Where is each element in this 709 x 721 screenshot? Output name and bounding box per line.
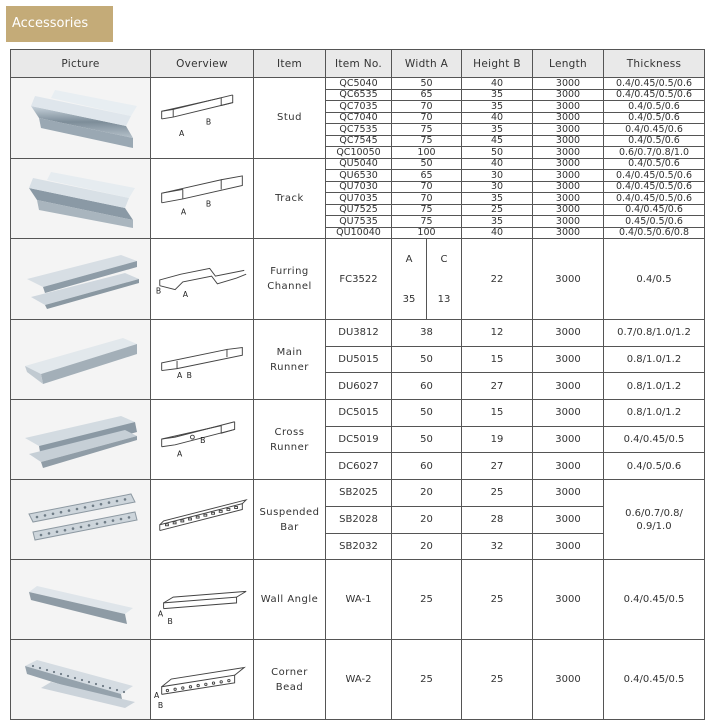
thickness-line: 0.6/0.7/0.8/: [625, 507, 683, 519]
length: 3000: [533, 346, 604, 373]
item-no: QC7035: [326, 101, 392, 113]
thickness: 0.4/0.45/0.6: [604, 124, 705, 136]
item-name: [254, 400, 326, 480]
item-label: Runner: [270, 441, 309, 453]
thickness: 0.7/0.8/1.0/1.2: [604, 320, 705, 347]
length: 3000: [533, 181, 604, 193]
length: 3000: [533, 480, 604, 507]
header-picture: Picture: [11, 50, 151, 78]
item-label: Corner: [271, 666, 308, 678]
width-a: 100: [392, 227, 462, 239]
height-b: 25: [462, 640, 533, 720]
item-name: [254, 480, 326, 560]
width-a: 50: [392, 158, 462, 170]
width-a: 38: [392, 320, 462, 347]
width-a: 65: [392, 170, 462, 182]
length: 3000: [533, 89, 604, 101]
length: 3000: [533, 426, 604, 453]
thickness: 0.4/0.45/0.5/0.6: [604, 170, 705, 182]
thickness: 0.4/0.5/0.6/0.8: [604, 227, 705, 239]
width-a: 50: [392, 426, 462, 453]
thickness: 0.4/0.5/0.6: [604, 158, 705, 170]
item-no: QU6530: [326, 170, 392, 182]
main-overview-diagram: [151, 320, 254, 400]
width-a: 50: [392, 78, 462, 90]
item-no: QC7535: [326, 124, 392, 136]
item-no: DU6027: [326, 373, 392, 400]
item-name: [254, 560, 326, 640]
height-b: 45: [462, 135, 533, 147]
cross-runner-photo: [11, 400, 151, 480]
width-a: 65: [392, 89, 462, 101]
susp-overview-diagram: [151, 480, 254, 560]
length: 3000: [533, 216, 604, 228]
track-overview-diagram: [151, 158, 254, 239]
item-no: QU7030: [326, 181, 392, 193]
item-no: DU3812: [326, 320, 392, 347]
item-label: Runner: [270, 361, 309, 373]
item-label: Bar: [280, 521, 299, 533]
svg-text:A: A: [182, 290, 189, 300]
item-label: Furring: [270, 266, 309, 277]
height-b: 35: [462, 216, 533, 228]
item-no: QC7040: [326, 112, 392, 124]
table-row: [11, 560, 705, 640]
svg-text:B: B: [157, 700, 164, 710]
track-photo: [11, 158, 151, 239]
svg-text:B: B: [167, 616, 173, 626]
item-no: QC5040: [326, 78, 392, 90]
table-row: [11, 158, 705, 170]
height-b: 40: [462, 227, 533, 239]
item-label: Channel: [267, 281, 312, 292]
width-a: 75: [392, 135, 462, 147]
header-overview: Overview: [151, 50, 254, 78]
header-thickness: Thickness: [604, 50, 705, 78]
item-name: [254, 640, 326, 720]
thickness: 0.4/0.5: [604, 239, 705, 320]
height-b: 25: [462, 204, 533, 216]
svg-text:A: A: [154, 690, 160, 700]
width-a: 75: [392, 204, 462, 216]
svg-text:A: A: [177, 448, 183, 458]
thickness: 0.4/0.45/0.5/0.6: [604, 89, 705, 101]
width-a: 50: [392, 400, 462, 427]
length: 3000: [533, 204, 604, 216]
item-name: [254, 158, 326, 239]
wall-overview-diagram: [151, 560, 254, 640]
length: 3000: [533, 560, 604, 640]
header-height: Height B: [462, 50, 533, 78]
thickness: 0.4/0.45/0.5: [604, 426, 705, 453]
height-b: 15: [462, 346, 533, 373]
suspended-bar-photo: [11, 480, 151, 560]
height-b: 22: [462, 239, 533, 320]
header-row: [11, 50, 705, 78]
fc-c-label: C: [440, 253, 448, 265]
width-a: 100: [392, 147, 462, 159]
item-label: Bead: [275, 681, 304, 693]
length: 3000: [533, 135, 604, 147]
length: 3000: [533, 124, 604, 136]
table-row: [11, 78, 705, 90]
thickness: 0.4/0.45/0.5/0.6: [604, 181, 705, 193]
width-a: 70: [392, 112, 462, 124]
fc-a-value: 35: [392, 279, 427, 319]
item-no: DU5015: [326, 346, 392, 373]
length: 3000: [533, 506, 604, 533]
fc-c-value: 13: [437, 293, 451, 305]
item-no: QU7035: [326, 193, 392, 205]
height-b: 50: [462, 147, 533, 159]
svg-text:B: B: [205, 117, 212, 127]
thickness: [604, 480, 705, 560]
thickness: 0.4/0.5/0.6: [604, 112, 705, 124]
height-b: 40: [462, 112, 533, 124]
height-b: 25: [462, 480, 533, 507]
corner-bead-photo: [11, 640, 151, 720]
width-a: 75: [392, 124, 462, 136]
item-no: QU7525: [326, 204, 392, 216]
item-no: QU10040: [326, 227, 392, 239]
length: 3000: [533, 239, 604, 320]
thickness: 0.6/0.7/0.8/1.0: [604, 147, 705, 159]
svg-text:A: A: [178, 128, 185, 138]
item-no: DC5015: [326, 400, 392, 427]
width-a: 20: [392, 533, 462, 560]
item-label: Wall Angle: [260, 594, 319, 606]
item-label: Main: [276, 346, 303, 358]
length: 3000: [533, 320, 604, 347]
item-no: QC10050: [326, 147, 392, 159]
wall-angle-photo: [11, 560, 151, 640]
svg-text:A: A: [157, 609, 164, 619]
width-a-c: [392, 239, 462, 320]
thickness: 0.4/0.5/0.6: [604, 101, 705, 113]
svg-text:B: B: [205, 199, 212, 209]
header-width: Width A: [392, 50, 462, 78]
width-a: 70: [392, 193, 462, 205]
width-a: 60: [392, 373, 462, 400]
length: 3000: [533, 78, 604, 90]
length: 3000: [533, 533, 604, 560]
table-row: [11, 480, 705, 507]
item-no: QC7545: [326, 135, 392, 147]
stud-photo: [11, 78, 151, 159]
width-a: 70: [392, 101, 462, 113]
item-no: WA-1: [326, 560, 392, 640]
header-length: Length: [533, 50, 604, 78]
width-a: 20: [392, 480, 462, 507]
height-b: 35: [462, 124, 533, 136]
width-a: 20: [392, 506, 462, 533]
height-b: 28: [462, 506, 533, 533]
thickness: 0.4/0.5/0.6: [604, 135, 705, 147]
item-name: [254, 239, 326, 320]
svg-text:A: A: [177, 370, 183, 380]
corner-overview-diagram: [151, 640, 254, 720]
thickness: 0.8/1.0/1.2: [604, 373, 705, 400]
thickness: 0.45/0.5/0.6: [604, 216, 705, 228]
length: 3000: [533, 453, 604, 480]
item-no: SB2025: [326, 480, 392, 507]
cross-overview-diagram: [151, 400, 254, 480]
thickness: 0.4/0.5/0.6: [604, 453, 705, 480]
length: 3000: [533, 158, 604, 170]
height-b: 25: [462, 560, 533, 640]
fc-a-label: A: [392, 239, 427, 279]
length: 3000: [533, 640, 604, 720]
thickness: 0.8/1.0/1.2: [604, 400, 705, 427]
item-no: SB2028: [326, 506, 392, 533]
svg-text:A: A: [180, 207, 187, 217]
length: 3000: [533, 170, 604, 182]
item-no: QC6535: [326, 89, 392, 101]
height-b: 32: [462, 533, 533, 560]
height-b: 30: [462, 170, 533, 182]
item-label: Stud: [277, 112, 302, 124]
thickness: 0.4/0.45/0.6: [604, 204, 705, 216]
thickness-line: 0.9/1.0: [636, 520, 672, 532]
length: 3000: [533, 227, 604, 239]
height-b: 30: [462, 181, 533, 193]
width-a: 75: [392, 216, 462, 228]
length: 3000: [533, 373, 604, 400]
thickness: 0.4/0.45/0.5: [604, 560, 705, 640]
stud-overview-diagram: [151, 78, 254, 159]
header-item: Item: [254, 50, 326, 78]
width-a: 25: [392, 640, 462, 720]
height-b: 27: [462, 373, 533, 400]
height-b: 35: [462, 101, 533, 113]
width-a: 25: [392, 560, 462, 640]
height-b: 15: [462, 400, 533, 427]
item-no: DC5019: [326, 426, 392, 453]
item-no: QU5040: [326, 158, 392, 170]
length: 3000: [533, 147, 604, 159]
table-row: [11, 640, 705, 720]
accessories-table: [10, 49, 705, 720]
header-item-no: Item No.: [326, 50, 392, 78]
length: 3000: [533, 193, 604, 205]
thickness: 0.4/0.45/0.5: [604, 640, 705, 720]
table-row: [11, 320, 705, 347]
height-b: 35: [462, 89, 533, 101]
width-a: 50: [392, 346, 462, 373]
accessories-banner: Accessories: [6, 6, 113, 42]
furring-photo: [11, 239, 151, 320]
width-a: 60: [392, 453, 462, 480]
item-no: SB2032: [326, 533, 392, 560]
svg-text:B: B: [200, 435, 206, 445]
svg-text:B: B: [186, 370, 192, 380]
furring-overview-diagram: [151, 239, 254, 320]
item-no: WA-2: [326, 640, 392, 720]
height-b: 19: [462, 426, 533, 453]
length: 3000: [533, 101, 604, 113]
item-no: FC3522: [326, 239, 392, 320]
length: 3000: [533, 112, 604, 124]
height-b: 40: [462, 78, 533, 90]
main-runner-photo: [11, 320, 151, 400]
length: 3000: [533, 400, 604, 427]
thickness: 0.8/1.0/1.2: [604, 346, 705, 373]
height-b: 12: [462, 320, 533, 347]
thickness: 0.4/0.45/0.5/0.6: [604, 78, 705, 90]
height-b: 35: [462, 193, 533, 205]
item-label: Suspended: [259, 506, 320, 518]
svg-text:B: B: [155, 286, 162, 296]
item-no: QU7535: [326, 216, 392, 228]
item-name: [254, 320, 326, 400]
height-b: 27: [462, 453, 533, 480]
item-label: Track: [275, 192, 304, 204]
width-a: 70: [392, 181, 462, 193]
height-b: 40: [462, 158, 533, 170]
item-no: DC6027: [326, 453, 392, 480]
item-name: [254, 78, 326, 159]
thickness: 0.4/0.45/0.5/0.6: [604, 193, 705, 205]
item-label: Cross: [274, 426, 305, 438]
table-row: [11, 400, 705, 427]
table-row: [11, 239, 705, 320]
